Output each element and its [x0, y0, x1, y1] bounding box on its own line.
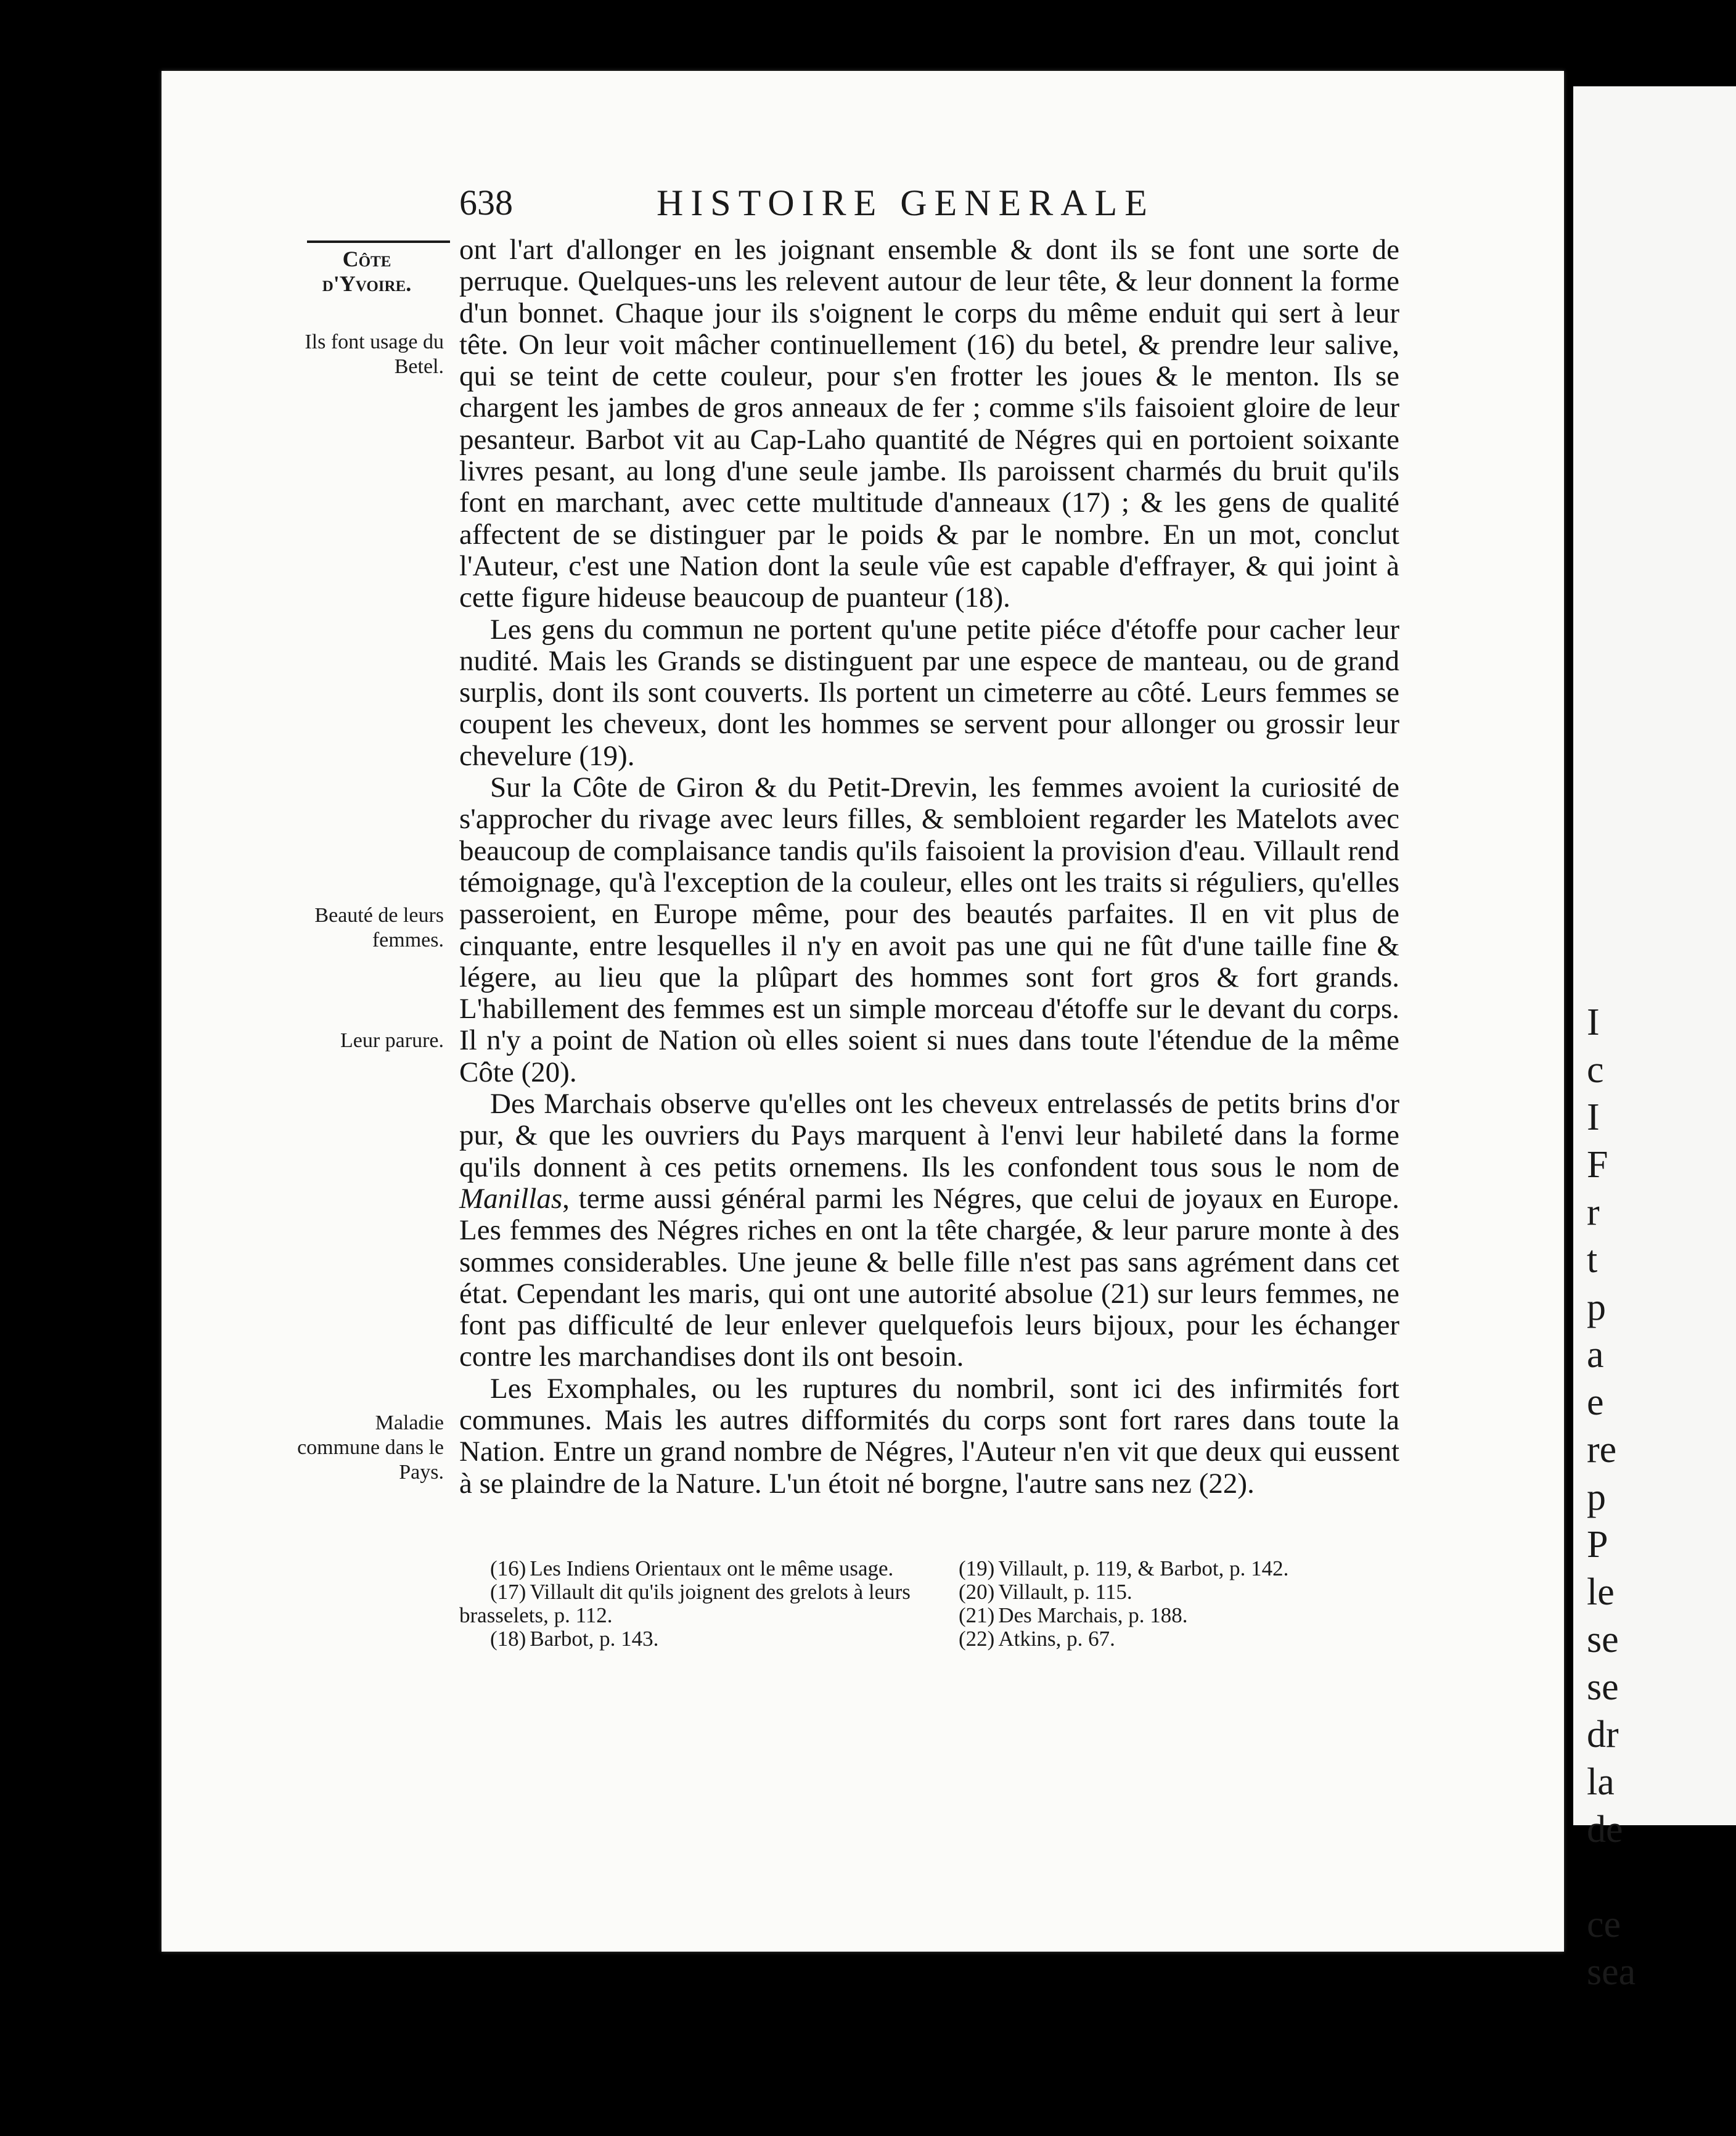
footnote-number: (16): [490, 1556, 526, 1580]
footnote-text: Villault dit qu'ils joignent des grelots à leurs brasselets, p. 112.: [459, 1580, 911, 1627]
manillas-term: Manillas: [459, 1182, 563, 1215]
footnote-22: [959, 1627, 1402, 1651]
footnote-21: [959, 1604, 1402, 1627]
paragraph-4-part-1: Des Marchais observe qu'elles ont les cheveux entrelassés de petits brins d'or pur, & que les ouvriers du Pays marquent à l'envi leur habileté dans la forme qu'ils donnent à ces petits ornemens. Ils les confondent tous sous le nom de: [459, 1088, 1399, 1183]
footnote-number: (22): [959, 1627, 995, 1651]
footnote-number: (19): [959, 1556, 995, 1580]
margin-section-title: [290, 247, 444, 296]
section-title-line-2: d'Yvoire.: [322, 271, 412, 296]
paragraph-2: Les gens du commun ne portent qu'une petite piéce d'étoffe pour cacher leur nudité. Mais les Grands se distinguent par une espece de manteau, ou de grand surplis, dont ils sont couverts. Ils portent un cimeterre au côté. Leurs femmes se coupent les cheveux, dont les hommes se servent pour allonger ou grossir leur chevelure (19).: [459, 613, 1399, 772]
footnote-16: [459, 1557, 952, 1580]
paragraph-1: ont l'art d'allonger en les joignant ensemble & dont ils se font une sorte de perruque. Quelques-uns les relevent autour de leur tête, & leur donnent la forme d'un bonnet. Chaque jour ils s'oignent le corps du même enduit qui sert à leur tête. On leur voit mâcher continuellement (16) du betel, & prendre leur salive, qui se teint de cette couleur, pour s'en frotter les joues & le menton. Ils se chargent les jambes de gros anneaux de fer ; comme s'ils faisoient gloire de leur pesanteur. Barbot vit au Cap-Laho quantité de Négres qui en portoient soixante livres pesant, au long d'une seule jambe. Ils paroissent charmés du bruit qu'ils font en marchant, avec cette multitude d'anneaux (17) ; & les gens de qualité affectent de se distinguer par le poids & par le nombre. En un mot, conclut l'Auteur, c'est une Nation dont la seule vûe est capable d'effrayer, & qui joint à cette figure hideuse beaucoup de puanteur (18).: [459, 234, 1399, 614]
page-number: 638: [459, 183, 513, 223]
footnote-text: Les Indiens Orientaux ont le même usage.: [530, 1556, 894, 1580]
margin-rule: [307, 240, 450, 243]
running-title: HISTOIRE GENERALE: [657, 183, 1155, 223]
paragraph-4: [459, 1088, 1399, 1373]
paragraph-5: Les Exomphales, ou les ruptures du nombril, sont ici des infirmités fort communes. Mais les autres difformités du corps sont fort rares dans toute la Nation. Entre un grand nombre de Négres, l'Auteur n'en vit que deux qui eussent à se plaindre de la Nature. L'un étoit né borgne, l'autre sans nez (22).: [459, 1372, 1399, 1500]
footnote-text: Villault, p. 119, & Barbot, p. 142.: [998, 1556, 1289, 1580]
footnote-text: Atkins, p. 67.: [998, 1627, 1115, 1651]
paragraph-4-part-2: , terme aussi général parmi les Négres, que celui de joyaux en Europe. Les femmes des Négres riches en ont la tête chargée, & leur parure monte à des sommes considerables. Une jeune & belle fille n'est pas sans agrément dans cet état. Cependant les maris, qui ont une autorité absolue (21) sur leurs femmes, ne font pas difficulté de leur enlever quelquefois leurs bijoux, pour les échanger contre les marchandises dont ils ont besoin.: [459, 1182, 1399, 1373]
footnote-text: Barbot, p. 143.: [530, 1627, 659, 1651]
footnote-number: (21): [959, 1603, 995, 1627]
facing-page-text: I c I F r t p a e re p P le se se dr la de ce sea: [1587, 1001, 1636, 1993]
margin-note-parure: Leur parure.: [340, 1029, 444, 1052]
footnote-text: Villault, p. 115.: [998, 1580, 1132, 1604]
footnote-19: [959, 1557, 1402, 1580]
page-header: [459, 182, 1261, 231]
footnotes-left-column: [459, 1557, 952, 1651]
footnote-text: Des Marchais, p. 188.: [998, 1603, 1188, 1627]
facing-page-edge: [1573, 86, 1736, 1993]
footnote-18: [459, 1627, 952, 1651]
footnote-number: (17): [490, 1580, 526, 1604]
footnotes-right-column: [959, 1557, 1402, 1651]
footnote-20: [959, 1580, 1402, 1604]
margin-note-beaute: Beauté de leurs femmes.: [314, 904, 444, 951]
footnote-number: (20): [959, 1580, 995, 1604]
margin-note-maladie: Maladie commune dans le Pays.: [297, 1411, 444, 1484]
margin-note-betel: Ils font usage du Betel.: [305, 331, 444, 378]
footnote-17: [459, 1580, 952, 1627]
footnote-number: (18): [490, 1627, 526, 1651]
main-text: [459, 234, 1399, 1500]
paragraph-3: Sur la Côte de Giron & du Petit-Drevin, les femmes avoient la curiosité de s'approcher du rivage avec leurs filles, & sembloient regarder les Matelots avec beaucoup de complaisance tandis qu'ils faisoient la provision d'eau. Villault rend témoignage, qu'à l'exception de la couleur, elles ont les traits si réguliers, qu'elles passeroient, en Europe même, pour des beautés parfaites. Il en vit plus de cinquante, entre lesquelles il n'y en avoit pas une qui ne fût d'une taille fine & légere, au lieu que la plûpart des hommes sont fort gros & fort grands. L'habillement des femmes est un simple morceau d'étoffe sur le devant du corps. Il n'y a point de Nation où elles soient si nues dans toute l'étendue de la même Côte (20).: [459, 771, 1399, 1088]
section-title-line-1: Côte: [342, 247, 391, 271]
